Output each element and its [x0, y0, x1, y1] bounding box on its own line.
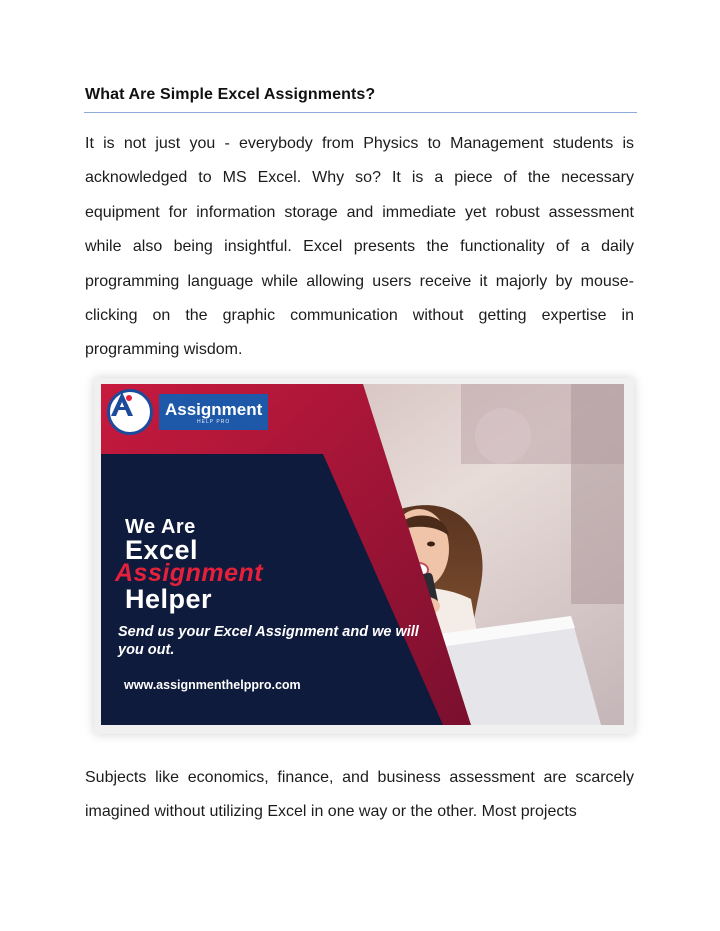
logo-wordmark	[159, 394, 268, 430]
promo-banner-image	[101, 384, 624, 725]
banner-line-we-are: We Are	[125, 516, 196, 538]
paragraph-subjects: Subjects like economics, finance, and business assessment are scarcely imagined without utilizing Excel in one way or the other. Most projects	[85, 769, 634, 821]
article-heading: What Are Simple Excel Assignments?	[85, 86, 376, 103]
lamp-shape	[475, 408, 531, 464]
heading-underline	[84, 112, 637, 113]
logo-word: Assignment	[165, 399, 263, 419]
banner-line-assignment: Assignment	[115, 559, 264, 587]
banner-line-excel: Excel	[125, 535, 199, 565]
logo-a-icon	[107, 389, 153, 435]
window-shape	[571, 384, 624, 604]
logo-tagline: HELP PRO	[197, 418, 231, 425]
brand-logo	[107, 389, 268, 435]
banner-line-helper: Helper	[125, 584, 213, 614]
banner-tagline: Send us your Excel Assignment and we will you out.	[118, 624, 419, 658]
banner-url: www.assignmenthelppro.com	[124, 678, 301, 692]
paragraph-intro: It is not just you - everybody from Physics to Management students is acknowledged to MS Excel. Why so? It is a piece of the necessary equipment for information storage and immediate yet robust assessment while also being insightful. Excel presents the functionality of a daily programming language while allowing users receive it majorly by mouse-clicking on the graphic communication without getting expertise in programming wisdom.	[85, 135, 634, 359]
